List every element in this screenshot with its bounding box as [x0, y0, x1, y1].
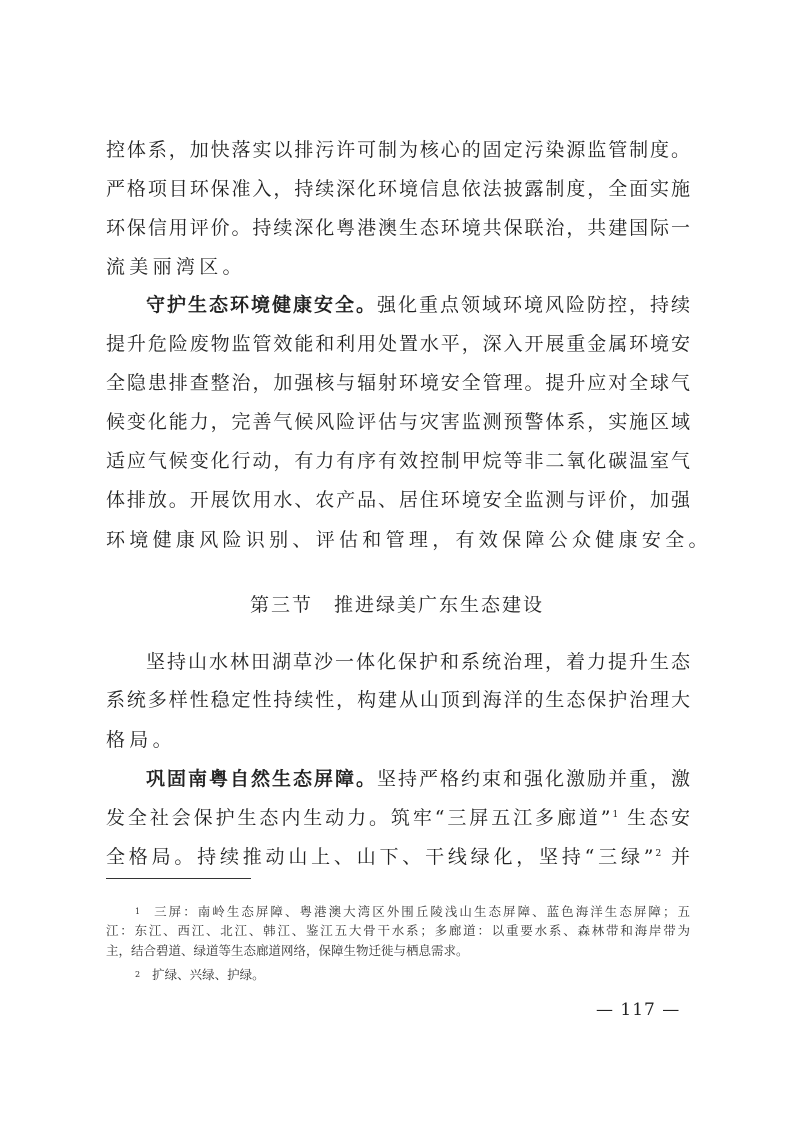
footnote-ref: 1: [612, 810, 619, 820]
body-line: [106, 528, 712, 552]
body-line: [106, 728, 690, 752]
text-segment: 适应气候变化行动，有力有序有效控制甲烷等非二氧化碳温室气: [106, 450, 690, 472]
text-segment: 坚持山水林田湖草沙一体化保护和系统治理，着力提升生态: [146, 651, 690, 673]
bold-lead-in: 巩固南粤自然生态屏障。: [146, 768, 377, 790]
footnote-marker: 1: [135, 907, 141, 916]
body-line: [106, 488, 690, 512]
body-line: [146, 293, 690, 317]
text-segment: 坚持严格约束和强化激励并重，激: [377, 768, 690, 790]
footnote-text: 三屏：南岭生态屏障、粤港澳大湾区外围丘陵浅山生态屏障、蓝色海洋生态屏障；五: [152, 904, 690, 919]
body-line: [146, 767, 690, 791]
text-segment: 格局。: [106, 729, 176, 751]
body-line: [106, 410, 690, 434]
footnote-line: [135, 967, 690, 983]
page-number: — 117 —: [596, 1000, 681, 1020]
body-line: [106, 177, 690, 201]
text-segment: 环境健康风险识别、评估和管理，有效保障公众健康安全。: [106, 529, 712, 551]
footnote-line: [135, 904, 690, 920]
section-heading: 第三节 推进绿美广东生态建设: [249, 594, 544, 616]
text-segment: 全格局。持续推动山上、山下、干线绿化，坚持“三绿”: [106, 846, 654, 868]
text-segment: 控体系，加快落实以排污许可制为核心的固定污染源监管制度。: [106, 139, 690, 161]
text-segment: 发全社会保护生态内生动力。筑牢“三屏五江多廊道”: [106, 807, 611, 829]
body-line: [106, 688, 690, 712]
body-line: [106, 806, 690, 830]
footnote-text: 扩绿、兴绿、护绿。: [152, 967, 265, 982]
footnote-line: [106, 923, 690, 939]
text-segment: 流美丽湾区。: [106, 256, 246, 278]
body-line: [106, 449, 690, 473]
text-segment: 系统多样性稳定性持续性，构建从山顶到海洋的生态保护治理大: [106, 689, 690, 711]
body-line: [106, 138, 690, 162]
text-segment: 强化重点领域环境风险防控，持续: [377, 294, 690, 316]
text-segment: 体排放。开展饮用水、农产品、居住环境安全监测与评价，加强: [106, 489, 690, 511]
footnote-text: 主，结合碧道、绿道等生态廊道网络，保障生物迁徙与栖息需求。: [106, 943, 469, 958]
text-segment: 并: [667, 846, 690, 868]
text-segment: 候变化能力，完善气候风险评估与灾害监测预警体系，实施区域: [106, 411, 690, 433]
footnote-divider: [106, 878, 251, 879]
body-line: [106, 371, 690, 395]
text-segment: 全隐患排查整治，加强核与辐射环境安全管理。提升应对全球气: [106, 372, 690, 394]
text-segment: 提升危险废物监管效能和利用处置水平，深入开展重金属环境安: [106, 333, 690, 355]
footnote-text: 江：东江、西江、北江、韩江、鉴江五大骨干水系；多廊道：以重要水系、森林带和海岸带为: [106, 923, 690, 938]
body-line: [106, 255, 690, 279]
text-segment: 严格项目环保准入，持续深化环境信息依法披露制度，全面实施: [106, 178, 690, 200]
body-line: [106, 845, 690, 869]
text-segment: 环保信用评价。持续深化粤港澳生态环境共保联治，共建国际一: [106, 217, 690, 239]
body-line: [106, 216, 690, 240]
body-line: [106, 332, 690, 356]
footnote-marker: 2: [135, 970, 141, 979]
bold-lead-in: 守护生态环境健康安全。: [146, 294, 377, 316]
footnote-line: [106, 943, 690, 959]
body-line: [146, 650, 690, 674]
footnote-ref: 2: [655, 849, 662, 859]
text-segment: 生态安: [624, 807, 690, 829]
